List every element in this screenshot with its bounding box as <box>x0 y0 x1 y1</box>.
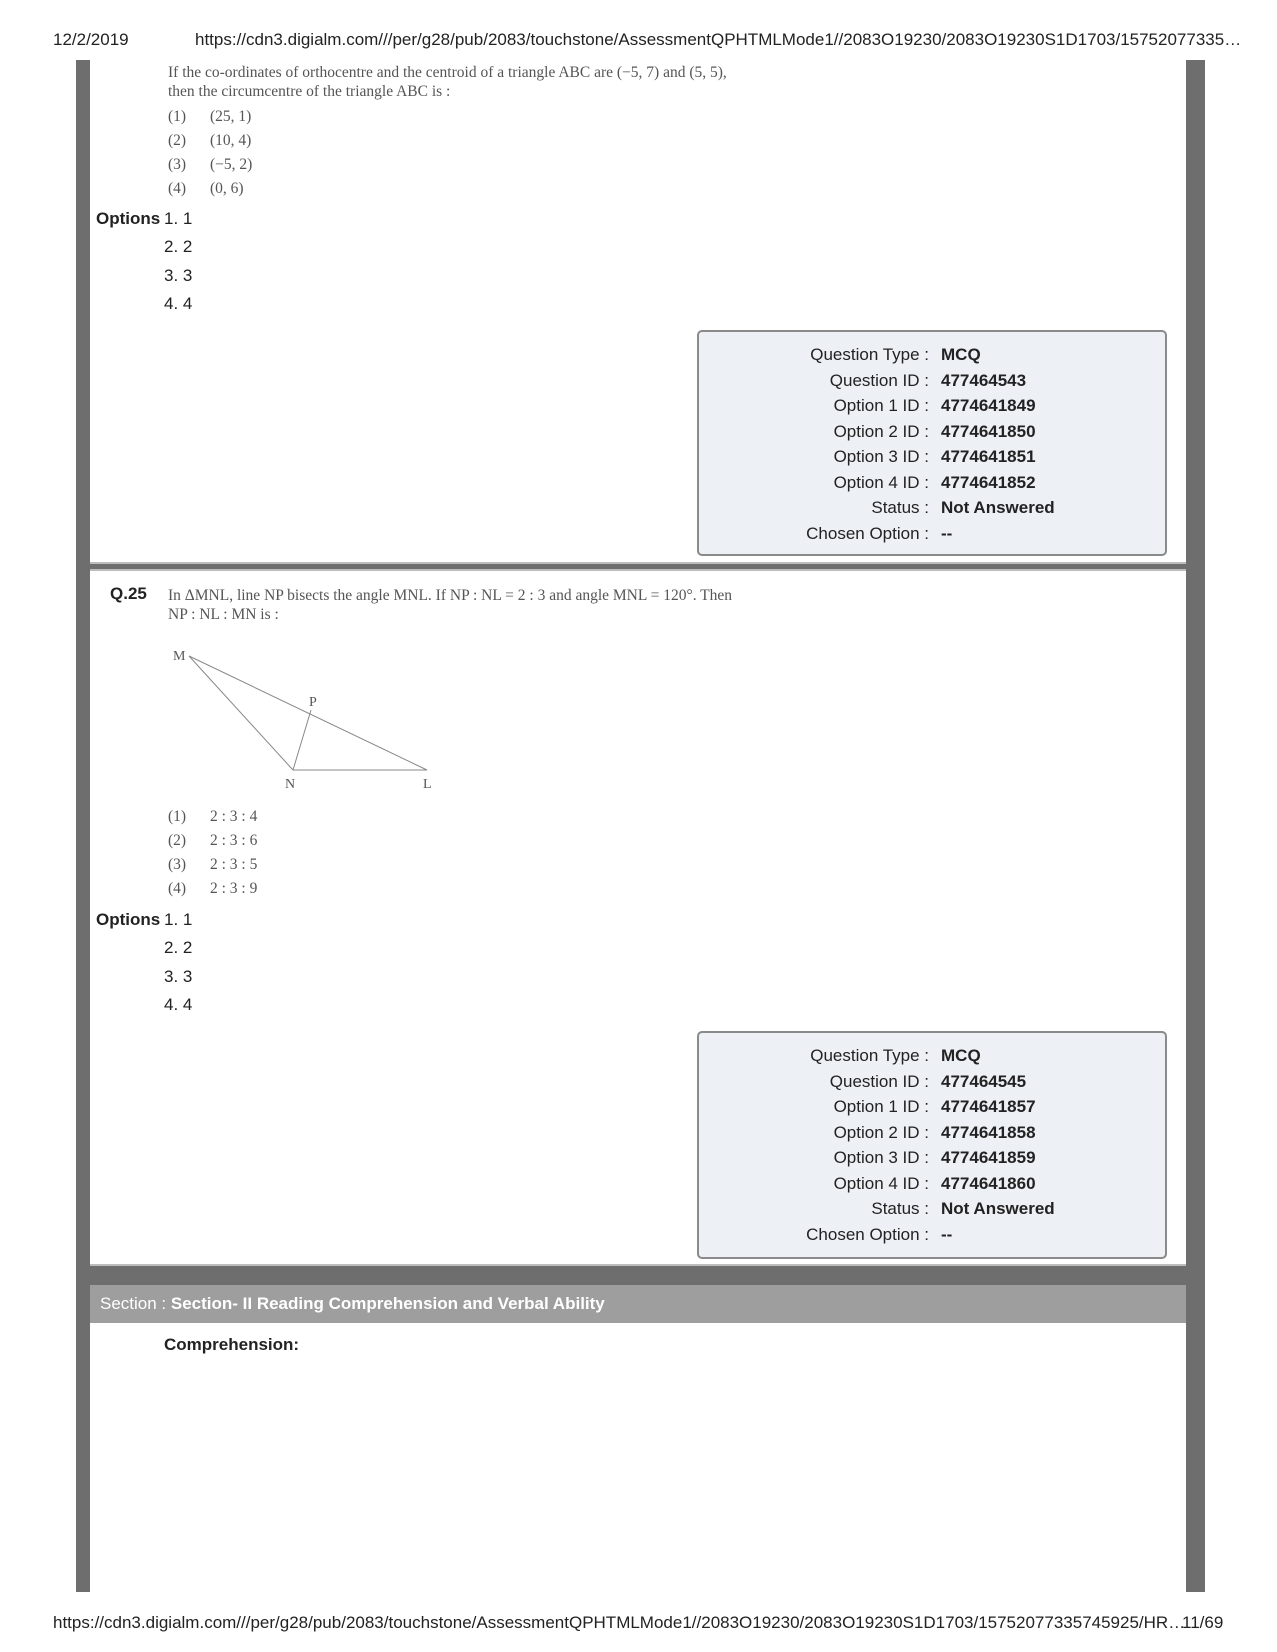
comprehension-label: Comprehension: <box>164 1335 300 1354</box>
print-url-header: https://cdn3.digialm.com///per/g28/pub/2083/touchstone/AssessmentQPHTMLMode1//2083O19230/2083O19230S1D1703/15752077335… <box>195 30 1242 49</box>
q25-options-label: Options <box>96 910 161 929</box>
q24-option-2: 2. 2 <box>164 237 193 256</box>
q25-choice-3: (3) 2 : 3 : 5 <box>168 856 258 873</box>
frame-left-border <box>76 60 90 1592</box>
q24-choice-2: (2) (10, 4) <box>168 132 252 149</box>
q24-options-label: Options <box>96 209 161 228</box>
bisector-np <box>293 710 311 770</box>
q25-choice-2: (2) 2 : 3 : 6 <box>168 832 258 849</box>
q24-option-4: 4. 4 <box>164 294 193 313</box>
q24-text-line-2: then the circumcentre of the triangle ABC is : <box>168 83 451 100</box>
edge-mn <box>189 656 293 770</box>
q25-choice-1: (1) 2 : 3 : 4 <box>168 808 258 825</box>
section-divider <box>90 1266 1186 1285</box>
q24-choice-1: (1) (25, 1) <box>168 108 252 125</box>
print-url-footer: https://cdn3.digialm.com///per/g28/pub/2083/touchstone/AssessmentQPHTMLMode1//2083O19230/2083O19230S1D1703/15752077335745925/HR… <box>53 1613 1186 1632</box>
q25-text-line-1: In ΔMNL, line NP bisects the angle MNL. If NP : NL = 2 : 3 and angle MNL = 120°. Then <box>168 587 733 604</box>
section-title: Section : Section- II Reading Comprehension and Verbal Ability <box>100 1294 605 1313</box>
frame-right-border <box>1186 60 1205 1592</box>
q24-meta-box: Question Type : MCQ Question ID : 477464543 Option 1 ID : 4774641849 Option 2 ID : 4774641850 Option 3 ID : 4774641851 Option 4 ID : 4774641852 Status : Not Answered Chosen Option : -- <box>697 330 1167 556</box>
question-number: Q.25 <box>110 584 147 603</box>
print-date: 12/2/2019 <box>53 30 129 49</box>
q25-text-line-2: NP : NL : MN is : <box>168 606 279 623</box>
q24-option-3: 3. 3 <box>164 266 193 285</box>
section-header <box>90 1285 1186 1323</box>
q24-option-1: 1. 1 <box>164 209 193 228</box>
label-m: M <box>173 649 186 664</box>
q25-option-4: 4. 4 <box>164 995 193 1014</box>
q25-choice-4: (4) 2 : 3 : 9 <box>168 880 258 897</box>
label-p: P <box>309 695 317 710</box>
triangle-diagram <box>165 640 445 790</box>
q24-choice-4: (4) (0, 6) <box>168 180 244 197</box>
q24-text-line-1: If the co-ordinates of orthocentre and the centroid of a triangle ABC are (−5, 7) and (5, 5), <box>168 64 727 81</box>
q25-option-1: 1. 1 <box>164 910 193 929</box>
page-number: 11/69 <box>1182 1613 1224 1632</box>
question-divider-bottom <box>90 569 1186 571</box>
label-l: L <box>423 777 432 790</box>
label-n: N <box>285 777 296 790</box>
q25-option-3: 3. 3 <box>164 967 193 986</box>
q25-option-2: 2. 2 <box>164 938 193 957</box>
q25-meta-box: Question Type : MCQ Question ID : 477464545 Option 1 ID : 4774641857 Option 2 ID : 4774641858 Option 3 ID : 4774641859 Option 4 ID : 4774641860 Status : Not Answered Chosen Option : -- <box>697 1031 1167 1259</box>
q24-choice-3: (3) (−5, 2) <box>168 156 253 173</box>
edge-ml <box>189 656 427 770</box>
